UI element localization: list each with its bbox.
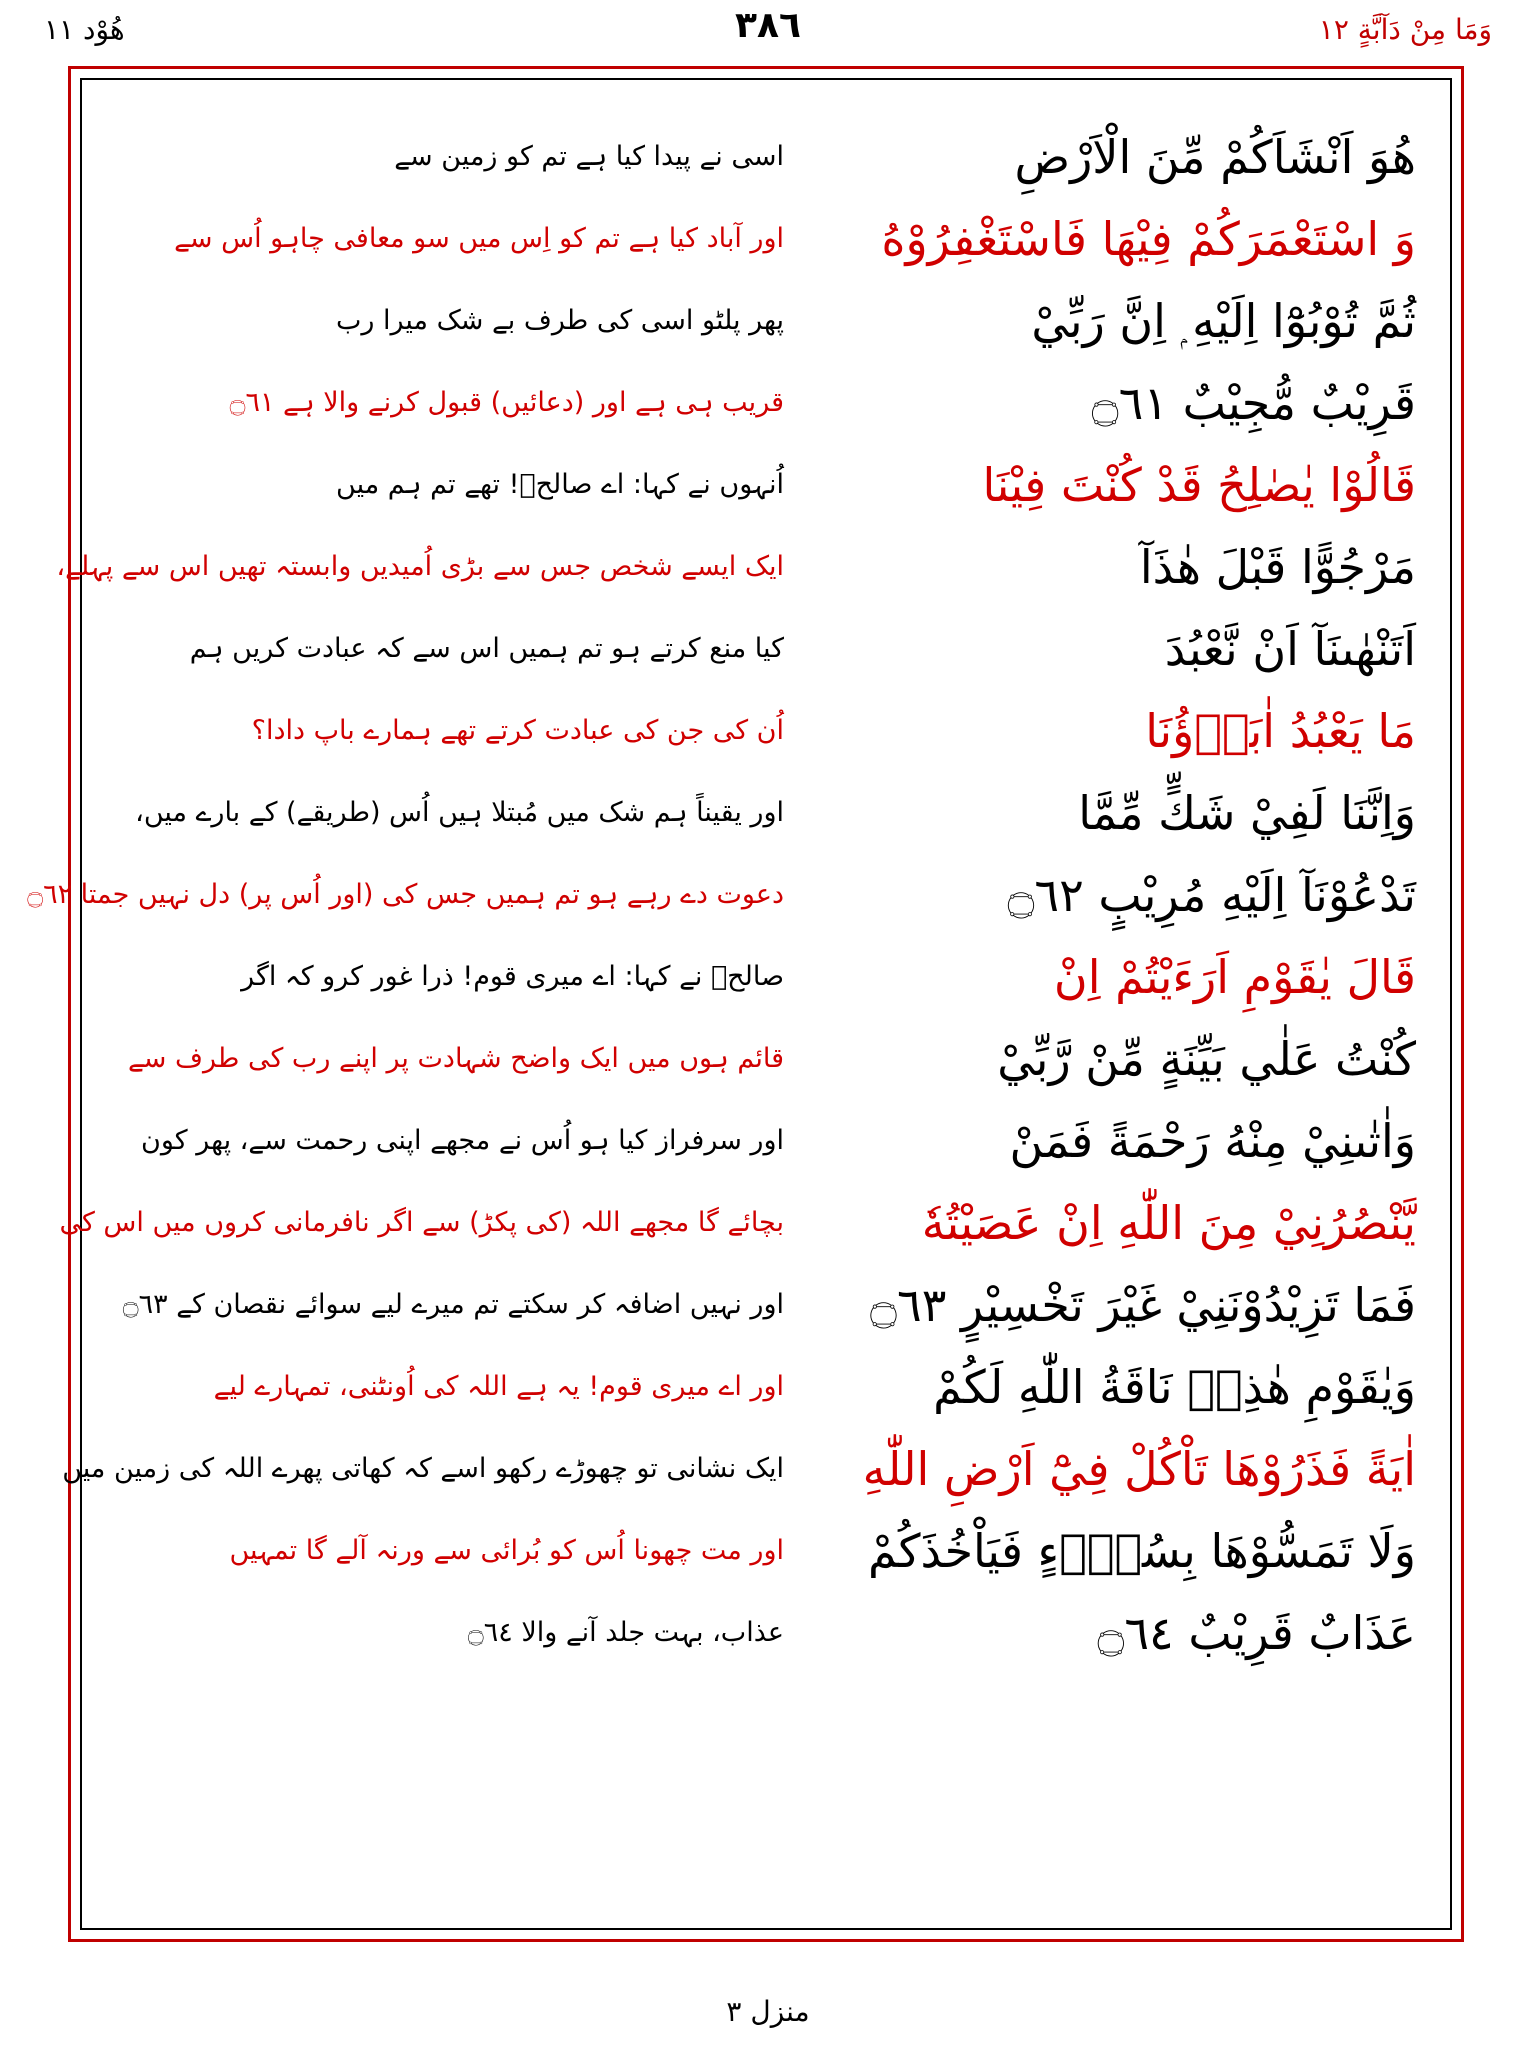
arabic-verse-text: اَتَنْهٰىنَآ اَنْ نَّعْبُدَ — [1164, 622, 1416, 676]
arabic-verse-text: ثُمَّ تُوْبُوْٓا اِلَيْهِ ۭ اِنَّ رَبِّيْ — [1031, 294, 1416, 348]
verse-row — [90, 690, 1444, 772]
verse-row — [62, 1428, 1444, 1510]
urdu-translation-text: اور مت چھونا اُس کو بُرائی سے ورنہ آلے گا تمہیں — [229, 1535, 784, 1566]
arabic-verse-text: هُوَ اَنْشَاَكُمْ مِّنَ الْاَرْضِ — [1014, 130, 1416, 184]
urdu-translation-text: بچائے گا مجھے اللہ (کی پکڑ) سے اگر نافرمانی کروں میں اس کی — [59, 1207, 784, 1238]
arabic-verse-text: قَرِيْبٌ مُّجِيْبٌ ۝٦١ — [1091, 376, 1416, 430]
verse-row — [27, 854, 1444, 936]
arabic-verse-text: وَ اسْتَعْمَرَكُمْ فِيْهَا فَاسْتَغْفِرُوْهُ — [881, 212, 1416, 266]
arabic-verse-text: يَّنْصُرُنِيْ مِنَ اللّٰهِ اِنْ عَصَيْتُهٗ — [921, 1196, 1416, 1250]
arabic-verse-text: اٰيَةً فَذَرُوْهَا تَاْكُلْ فِيْٓ اَرْضِ اللّٰهِ — [862, 1442, 1416, 1496]
urdu-translation-text: قریب ہی ہے اور (دعائیں) قبول کرنے والا ہے ۝٦١ — [229, 387, 784, 418]
urdu-translation-text: اور اے میری قوم! یہ ہے اللہ کی اُونٹنی، تمہارے لیے — [213, 1371, 784, 1402]
urdu-translation-text: پھر پلٹو اسی کی طرف بے شک میرا رب — [335, 305, 784, 336]
verse-row — [90, 116, 1444, 198]
verse-row — [90, 1100, 1444, 1182]
urdu-translation-text: دعوت دے رہے ہو تم ہمیں جس کی (اور اُس پر) دل نہیں جمتا ۝٦٢ — [27, 879, 784, 910]
urdu-translation-text: کیا منع کرتے ہو تم ہمیں اس سے کہ عبادت کریں ہم — [189, 633, 784, 664]
arabic-verse-text: وَلَا تَمَسُّوْهَا بِسُوْۗءٍ فَيَاْخُذَكُمْ — [867, 1524, 1416, 1578]
urdu-translation-text: قائم ہوں میں ایک واضح شہادت پر اپنے رب کی طرف سے — [127, 1043, 784, 1074]
verse-row — [90, 608, 1444, 690]
verse-row — [90, 936, 1444, 1018]
arabic-verse-text: تَدْعُوْنَآ اِلَيْهِ مُرِيْبٍ ۝٦٢ — [1007, 868, 1416, 922]
verse-row — [90, 1264, 1444, 1346]
urdu-translation-text: ایک نشانی تو چھوڑے رکھو اسے کہ کھاتی پھرے اللہ کی زمین میں — [62, 1453, 784, 1484]
verse-row — [90, 280, 1444, 362]
verse-row — [56, 526, 1444, 608]
verse-list — [27, 116, 1444, 1674]
juz-name: وَمَا مِنْ دَآبَّةٍ ١٢ — [1318, 13, 1492, 46]
arabic-verse-text: مَا يَعْبُدُ اٰبَاۗؤُنَا — [1145, 704, 1416, 758]
verse-row — [90, 1510, 1444, 1592]
urdu-translation-text: صالحؑ نے کہا: اے میری قوم! ذرا غور کرو کہ اگر — [241, 961, 784, 992]
arabic-verse-text: وَيٰقَوْمِ هٰذِهٖ نَاقَةُ اللّٰهِ لَكُمْ — [933, 1360, 1416, 1414]
urdu-translation-text: عذاب، بہت جلد آنے والا ۝٦٤ — [467, 1617, 784, 1648]
manzil-label: منزل ٣ — [726, 1995, 810, 2028]
arabic-verse-text: وَاِنَّنَا لَفِيْ شَكٍّ مِّمَّا — [1078, 786, 1416, 840]
verse-row — [90, 198, 1444, 280]
verse-row — [90, 772, 1444, 854]
arabic-verse-text: كُنْتُ عَلٰي بَيِّنَةٍ مِّنْ رَّبِّيْ — [997, 1032, 1416, 1086]
verse-row — [90, 1592, 1444, 1674]
arabic-verse-text: عَذَابٌ قَرِيْبٌ ۝٦٤ — [1097, 1606, 1416, 1660]
urdu-translation-text: اسی نے پیدا کیا ہے تم کو زمین سے — [394, 141, 784, 172]
arabic-verse-text: قَالُوْا يٰصٰلِحُ قَدْ كُنْتَ فِيْنَا — [982, 458, 1416, 512]
verse-row — [59, 1182, 1444, 1264]
urdu-translation-text: اور سرفراز کیا ہو اُس نے مجھے اپنی رحمت سے، پھر کون — [141, 1125, 784, 1156]
arabic-verse-text: فَمَا تَزِيْدُوْنَنِيْ غَيْرَ تَخْسِيْرٍ ۝٦٣ — [870, 1278, 1416, 1332]
urdu-translation-text: ایک ایسے شخص جس سے بڑی اُمیدیں وابستہ تھیں اس سے پہلے، — [56, 551, 784, 582]
urdu-translation-text: اور نہیں اضافہ کر سکتے تم میرے لیے سوائے نقصان کے ۝٦٣ — [122, 1289, 784, 1320]
verse-row — [90, 444, 1444, 526]
urdu-translation-text: اُنہوں نے کہا: اے صالحؑ! تھے تم ہم میں — [336, 469, 784, 500]
arabic-verse-text: وَاٰتٰىنِيْ مِنْهُ رَحْمَةً فَمَنْ — [1009, 1114, 1416, 1168]
arabic-verse-text: قَالَ يٰقَوْمِ اَرَءَيْتُمْ اِنْ — [1053, 950, 1416, 1004]
urdu-translation-text: اُن کی جن کی عبادت کرتے تھے ہمارے باپ دادا؟ — [251, 715, 784, 746]
verse-row — [90, 362, 1444, 444]
urdu-translation-text: اور یقیناً ہم شک میں مُبتلا ہیں اُس (طریقے) کے بارے میں، — [135, 797, 784, 828]
verse-row — [90, 1018, 1444, 1100]
verse-row — [90, 1346, 1444, 1428]
page-number: ٣٨٦ — [735, 5, 801, 46]
surah-name: هُوْد ١١ — [44, 13, 125, 46]
urdu-translation-text: اور آباد کیا ہے تم کو اِس میں سو معافی چاہو اُس سے — [174, 223, 784, 254]
arabic-verse-text: مَرْجُوًّا قَبْلَ هٰذَآ — [1139, 540, 1416, 594]
